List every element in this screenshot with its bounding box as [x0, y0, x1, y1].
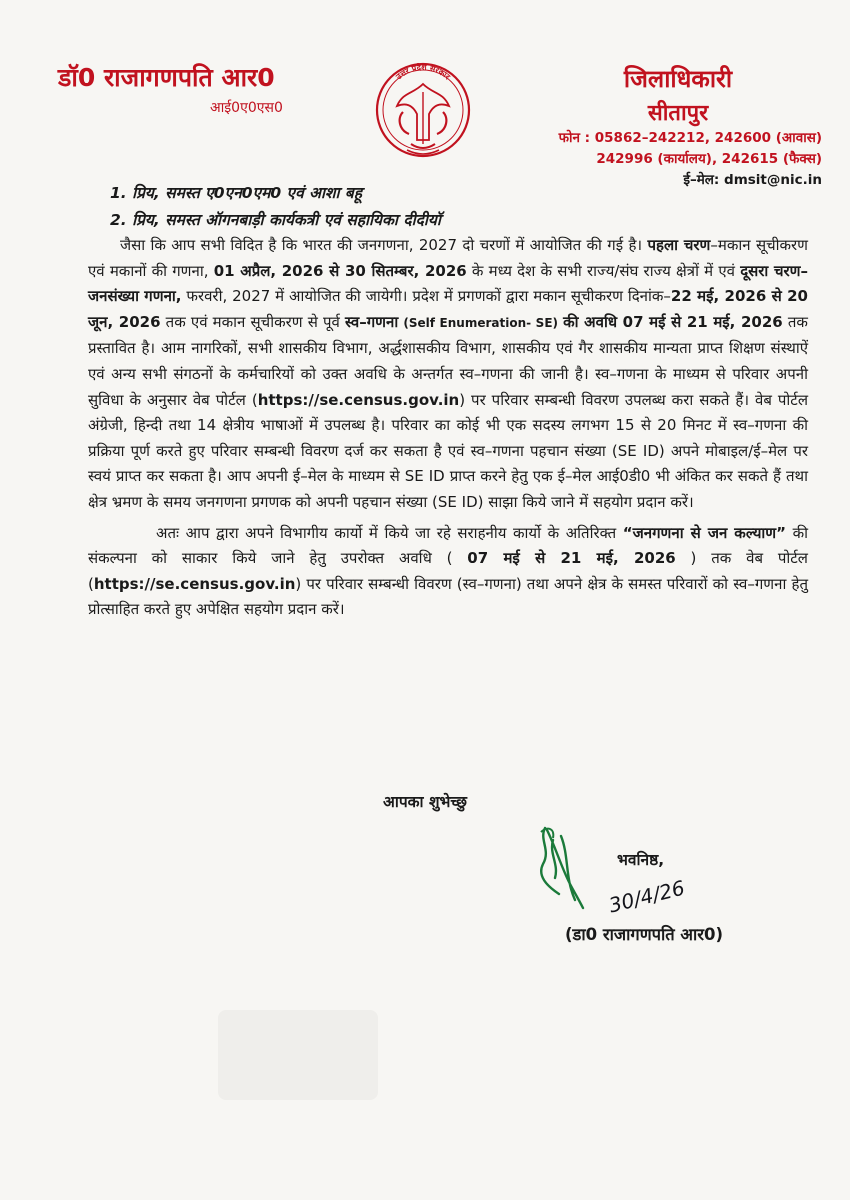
district: सीतापुर	[647, 101, 709, 126]
email-line: ई–मेल: dmsit@nic.in	[683, 172, 822, 188]
text-run: की संकल्पना को साकार किये जाने हेतु उपरोक्त अवधि (	[88, 523, 808, 568]
closing-wishes: आपका शुभेच्छु	[383, 793, 467, 811]
text-run: तक एवं मकान सूचीकरण से पूर्व	[165, 312, 340, 331]
text-run: जैसा कि आप सभी विदित है कि भारत की जनगणना, 2027 दो चरणों में आयोजित की गई है।	[120, 236, 643, 254]
phone-line: फोन : 05862–242212, 242600 (आवास)	[558, 130, 822, 146]
text-run-bold: दूसरा चरण–जनसंख्या गणना,	[88, 261, 808, 306]
addressee-list	[110, 180, 441, 234]
text-run-bold: की अवधि 07 मई से 21 मई, 2026	[563, 312, 783, 331]
text-run: ) पर परिवार सम्बन्धी विवरण (स्व–गणना) तथा अपने क्षेत्र के समस्त परिवारों को स्व–गणना हेतु प्रोत्साहित करते हुए अपेक्षित सहयोग प्रदान करें।	[88, 574, 808, 619]
text-run: फरवरी, 2027 में आयोजित की जायेगी। प्रदेश में प्रगणकों द्वारा मकान सूचीकरण दिनांक–	[186, 287, 671, 306]
paragraph-2	[88, 521, 808, 623]
paper-bleed-mark	[218, 1010, 378, 1100]
addressee-item: 2. प्रिय, समस्त ऑगनबाड़ी कार्यकत्री एवं सहायिका दीदीयॉ	[110, 211, 441, 229]
yours-sincerely: भवनिष्ठ,	[617, 851, 665, 869]
phone-line-2: 242996 (कार्यालय), 242615 (फैक्स)	[596, 151, 822, 167]
officer-service: आई0ए0एस0	[210, 100, 283, 116]
up-government-emblem	[373, 54, 473, 170]
emblem-text: उत्तर प्रदेश सरकार	[394, 62, 452, 82]
paragraph-1	[88, 233, 808, 516]
text-run: के मध्य देश के सभी राज्य/संघ राज्य क्षेत्रों में एवं	[471, 261, 735, 280]
text-run-bold: 22 मई, 2026 से 20 जून, 2026	[88, 287, 808, 331]
signature-date: 30/4/26	[606, 875, 688, 918]
text-run-bold: 07 मई से 21 मई, 2026	[467, 549, 676, 568]
handwritten-signature	[525, 820, 715, 925]
letter-body	[88, 233, 808, 623]
designation-block	[520, 62, 820, 127]
text-run: तक प्रस्तावित है। आम नागरिकों, सभी शासकीय विभाग, अर्द्धशासकीय विभाग, शासकीय एवं गैर शासकीय मान्यता प्राप्त शिक्षण संस्थाऐं एवं अन्य सभी संगठनों के कर्मचारियों को उक्त अवधि के अन्तर्गत स्व–गणना की जानी है। स्व–गणना के माध्यम से परिवार अपनी सुविधा के अनुसार वेब पोर्टल (	[88, 312, 808, 409]
text-run: –मकान सूचीकरण एवं मकानों की गणना,	[88, 236, 808, 280]
contact-block	[559, 128, 822, 191]
text-run: अतः आप द्वारा अपने विभागीय कार्यो में किये जा रहे सराहनीय कार्यो के अतिरिक्त	[156, 523, 617, 542]
text-run-bold: (Self Enumeration- SE)	[403, 315, 558, 330]
designation: जिलाधिकारी	[623, 65, 733, 93]
signer-name: (डा0 राजागणपति आर0)	[565, 925, 724, 944]
portal-link: https://se.census.gov.in	[93, 574, 296, 593]
officer-name: डॉ0 राजागणपति आर0	[58, 63, 275, 92]
text-run-bold: पहला चरण	[647, 236, 711, 254]
text-run: ) पर परिवार सम्बन्धी विवरण उपलब्ध करा सकते हैं। वेब पोर्टल अंग्रेजी, हिन्दी तथा 14 क्षेत्रीय भाषाओं में उपलब्ध है। परिवार का कोई भी एक सदस्य लगभग 15 से 20 मिनट में स्व–गणना की प्रक्रिया पूर्ण करते हुए परिवार सम्बन्धी विवरण दर्ज कर सकता है एवं स्व–गणना पहचान संख्या (SE ID) अपने मोबाइल/ई–मेल पर स्वयं प्राप्त कर सकता है। आप अपनी ई–मेल के माध्यम से SE ID प्राप्त करने हेतु एक ई–मेल आई0डी0 भी अंकित कर सकते हैं तथा क्षेत्र भ्रमण के समय जनगणना प्रगणक को अपनी पहचान संख्या (SE ID) साझा किये जाने में सहयोग प्रदान करें।	[88, 390, 808, 511]
officer-block	[58, 60, 283, 116]
text-run-bold: स्व–गणना	[345, 312, 399, 331]
svg-text:उत्तर प्रदेश सरकार	[394, 62, 453, 82]
addressee-item: 1. प्रिय, समस्त ए0एन0एम0 एवं आशा बहू	[110, 184, 362, 202]
text-run-bold: 01 अप्रैल, 2026 से 30 सितम्बर, 2026	[213, 261, 467, 280]
text-run: ) तक वेब पोर्टल (	[88, 549, 808, 593]
text-run-bold: “जनगणना से जन कल्याण”	[622, 523, 786, 542]
portal-link: https://se.census.gov.in	[257, 390, 460, 409]
